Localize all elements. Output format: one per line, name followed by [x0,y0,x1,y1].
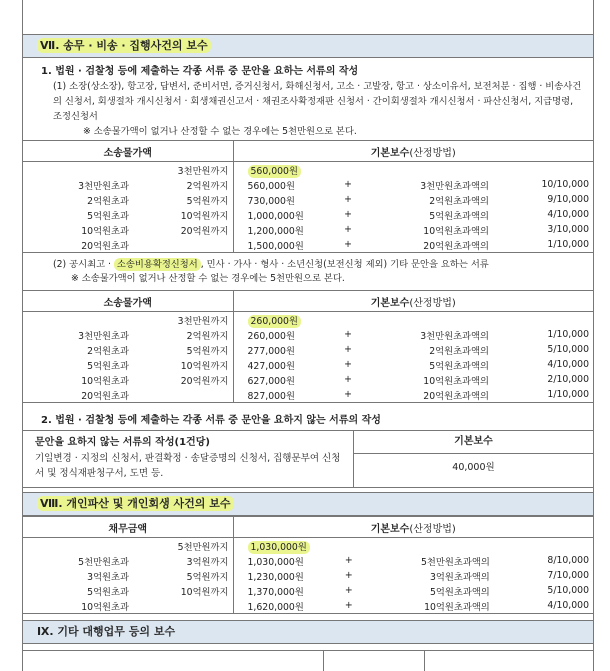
table-row [23,553,593,568]
range-to: 20억원까지 [133,372,233,387]
fee-table-1 [23,140,593,253]
range-to: 2억원까지 [133,177,233,192]
base-amount: 427,000원 [247,360,295,372]
non-draft-fee-value: 40,000원 [452,462,495,473]
paragraph-2: (2) 공시최고 · 소송비용확정신청서 , 민사 · 가사 · 형사 · 소년신청(보전신청 제외) 기타 문안을 요하는 서류 [53,259,489,270]
excess-basis: 2억원초과액의 [429,345,489,357]
base-amount: 1,030,000원 [247,556,304,568]
range-from: 10억원초과 [23,598,133,614]
plus-sign: + [344,224,352,235]
base-amount: 1,620,000원 [233,598,314,614]
base-amount: 627,000원 [247,375,295,387]
excess-basis: 3천만원초과액의 [420,180,489,192]
range-from [23,162,133,178]
rate [494,538,593,554]
range-to: 5천만원까지 [133,538,233,554]
base-amount: 277,000원 [247,345,295,357]
table-row [23,327,593,342]
table-row [23,192,593,207]
excess-basis: 20억원초과액의 [383,387,493,403]
table-row [23,387,593,403]
range-from: 20억원초과 [23,387,133,403]
non-draft-fee [354,431,593,487]
fee-table-3 [23,516,593,614]
range-to [133,387,233,403]
table-header [23,141,593,162]
rate: 1/10,000 [493,387,593,403]
table-header [23,517,593,538]
rate [493,312,593,328]
range-from: 5천만원초과 [78,556,129,568]
range-from [23,538,133,554]
note-1: ※ 소송물가액이 없거나 산정할 수 없는 경우에는 5천만원으로 본다. [83,126,357,137]
rate: 7/10,000 [547,570,589,581]
section-7-title: Ⅶ. 송무 · 비송 · 집행사건의 보수 [37,38,211,53]
excess-basis: 5천만원초과액의 [421,556,490,568]
section-7-header [23,34,593,58]
range-from: 5억원초과 [87,586,129,598]
section-9-title: Ⅸ. 기타 대행업무 등의 보수 [37,625,176,638]
non-draft-text: 기일변경 · 지정의 신청서, 판결확정 · 송달증명의 신청서, 집행문부여 신청서 및 정식재판청구서, 도면 등. [35,453,341,479]
rate: 8/10,000 [547,555,589,566]
plus-sign [313,162,383,178]
plus-sign: + [344,194,352,205]
table-row [23,177,593,192]
excess-basis [383,312,493,328]
section-9-cell [23,651,324,671]
range-from: 3천만원초과 [78,180,129,192]
base-amount: 730,000원 [247,195,295,207]
range-to [133,237,233,253]
base-amount: 1,500,000원 [233,237,313,253]
non-draft-fee-head: 기본보수 [354,431,593,454]
table-row [23,207,593,222]
plus-sign: + [344,555,353,566]
plus-sign: + [344,570,353,581]
rate [493,162,593,178]
paragraph-1: (1) 소장(상소장), 항고장, 답변서, 준비서면, 증거신청서, 화해신청서, 고소 · 고발장, 항고 · 상소이유서, 보전처분 · 집행 · 비송사건의 신청서, 회생절차 개시신청서 · 회생채권신고서 · 채권조사확정재판 신청서 · 간이회생절차 개시신청서 · 파산신청서, 지급명령, 조정신청서 [53,81,582,122]
section-9-cell [324,651,425,671]
range-from: 2억원초과 [87,195,129,207]
range-to: 3천만원까지 [133,312,233,328]
range-to: 10억원까지 [133,207,233,222]
subsection-2-title: 2. 법원 · 검찰청 등에 제출하는 각종 서류 중 문안을 요하지 않는 서류의 작성 [41,415,381,426]
rate: 1/10,000 [547,329,589,340]
range-from: 2억원초과 [87,345,129,357]
plus-sign: + [344,329,352,340]
range-from: 5억원초과 [87,360,129,372]
range-to: 5억원까지 [133,342,233,357]
plus-sign [314,538,384,554]
section-9-table-top [23,650,593,671]
table-row [23,598,593,614]
excess-basis: 5억원초과액의 [429,210,489,222]
fee-table-2 [23,290,593,403]
table-row [23,237,593,253]
plus-sign: + [344,179,352,190]
range-to: 3천만원까지 [133,162,233,178]
top-spacer [23,0,593,34]
range-to: 2억원까지 [133,327,233,342]
rate: 10/10,000 [541,179,589,190]
range-from: 3천만원초과 [78,330,129,342]
rate: 4/10,000 [547,359,589,370]
non-draft-description [23,431,354,487]
range-to: 10억원까지 [133,357,233,372]
table-row [23,538,593,554]
table-row [23,312,593,328]
table-row [23,568,593,583]
base-amount: 560,000원 [233,162,313,178]
excess-basis [383,162,493,178]
range-to: 5억원까지 [133,568,233,583]
range-to [133,598,233,614]
table-col-left: 소송물가액 [23,291,233,312]
plus-sign [313,312,383,328]
excess-basis: 3천만원초과액의 [420,330,489,342]
excess-basis: 10억원초과액의 [384,598,494,614]
table-row [23,357,593,372]
range-to: 5억원까지 [133,192,233,207]
non-draft-title: 문안을 요하지 않는 서류의 작성(1건당) [35,437,210,448]
base-amount: 260,000원 [247,330,295,342]
table-col-left: 채무금액 [23,517,233,538]
plus-sign: + [344,344,352,355]
rate: 4/10,000 [494,598,593,614]
fee-document [22,0,594,671]
excess-basis: 5억원초과액의 [429,360,489,372]
plus-sign: + [344,359,352,370]
plus-sign: + [344,585,353,596]
note-2: ※ 소송물가액이 없거나 산정할 수 없는 경우에는 5천만원으로 본다. [71,273,345,284]
rate: 3/10,000 [547,224,589,235]
table-col-right: 기본보수(산정방법) [233,291,593,312]
range-from: 3억원초과 [87,571,129,583]
table-row [23,342,593,357]
subsection-1-title: 1. 법원 · 검찰청 등에 제출하는 각종 서류 중 문안을 요하는 서류의 작성 [41,66,359,77]
excess-basis: 5억원초과액의 [429,586,490,598]
base-amount: 1,370,000원 [247,586,304,598]
base-amount: 1,230,000원 [247,571,304,583]
plus-sign: + [344,209,352,220]
table-row [23,372,593,387]
table-col-right: 기본보수(산정방법) [233,517,593,538]
base-amount: 1,200,000원 [247,225,304,237]
rate: 1/10,000 [493,237,593,253]
non-draft-fee-box [23,430,593,488]
range-from: 10억원초과 [81,375,129,387]
range-to: 10억원까지 [133,583,233,598]
table-row [23,583,593,598]
excess-basis: 10억원초과액의 [423,375,489,387]
range-from: 20억원초과 [23,237,133,253]
range-from: 10억원초과 [81,225,129,237]
rate: 4/10,000 [547,209,589,220]
range-to: 3억원까지 [133,553,233,568]
section-9-header [23,620,593,644]
plus-sign: + [314,598,384,614]
excess-basis: 2억원초과액의 [429,195,489,207]
range-from [23,312,133,328]
rate: 2/10,000 [547,374,589,385]
table-col-right: 기본보수(산정방법) [233,141,593,162]
section-8-header [23,492,593,516]
rate: 5/10,000 [547,344,589,355]
excess-basis [384,538,494,554]
table-row [23,162,593,178]
base-amount: 1,030,000원 [233,538,314,554]
table-col-left: 소송물가액 [23,141,233,162]
rate: 5/10,000 [547,585,589,596]
excess-basis: 10억원초과액의 [423,225,489,237]
plus-sign: + [313,387,383,403]
range-from: 5억원초과 [87,210,129,222]
base-amount: 1,000,000원 [247,210,304,222]
base-amount: 560,000원 [247,180,295,192]
plus-sign: + [313,237,383,253]
excess-basis: 20억원초과액의 [383,237,493,253]
rate: 9/10,000 [547,194,589,205]
table-row [23,222,593,237]
plus-sign: + [344,374,352,385]
base-amount: 827,000원 [233,387,313,403]
table-header [23,291,593,312]
excess-basis: 3억원초과액의 [429,571,490,583]
section-8-title: Ⅷ. 개인파산 및 개인회생 사건의 보수 [37,496,234,511]
base-amount: 260,000원 [233,312,313,328]
range-to: 20억원까지 [133,222,233,237]
